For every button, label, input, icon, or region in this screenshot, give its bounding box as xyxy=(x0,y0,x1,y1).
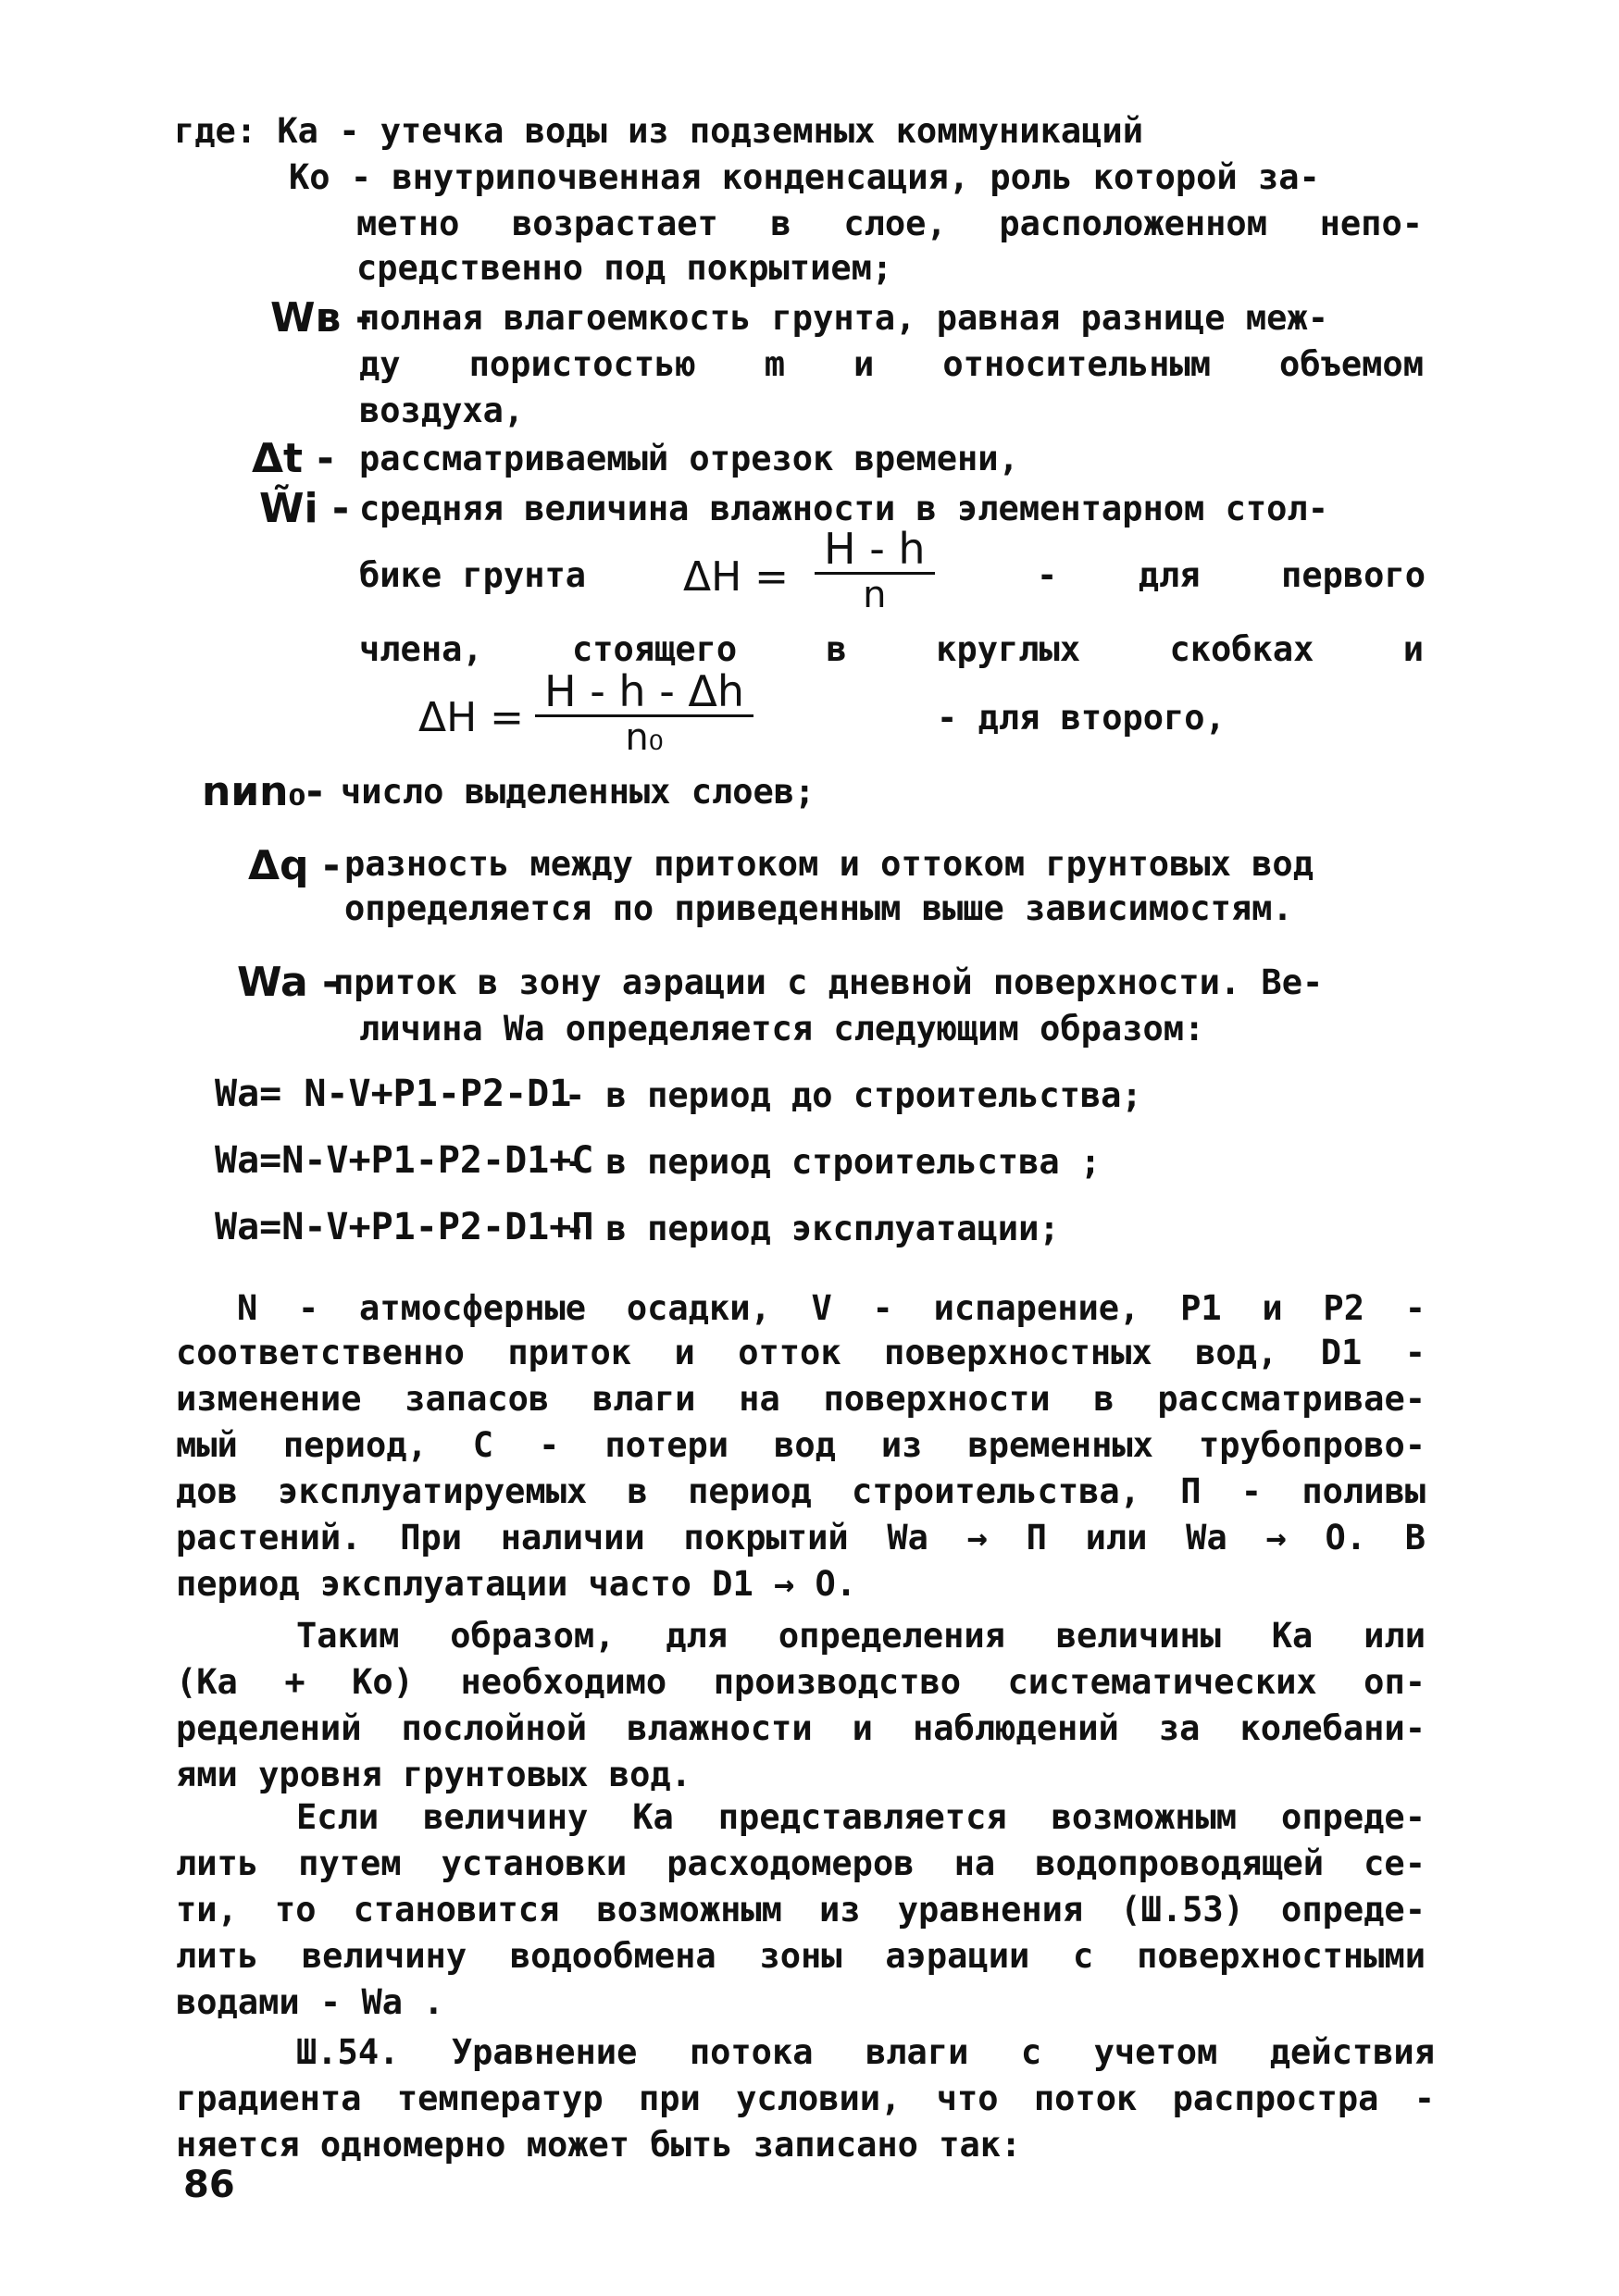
line-text: лить путем установки расходомеров на водопроводящей се- xyxy=(176,1843,1426,1883)
fraction-denominator: n xyxy=(863,574,887,616)
line-text: мый период, С - потери вод из временных трубопрово- xyxy=(176,1425,1426,1465)
line-text: градиента температур при условии, что поток распростра - xyxy=(176,2079,1435,2118)
line-text: период эксплуатации часто D1 → О. xyxy=(176,1564,857,1604)
line-text: N - атмосферные осадки, V - испарение, P1 и P2 - xyxy=(237,1288,1426,1328)
line-text: личина Wa определяется следующим образом: xyxy=(359,1009,1205,1049)
formula-before-construction: Wa= N-V+P1-P2-D1 xyxy=(215,1073,572,1115)
line-text: приток в зону аэрации с дневной поверхности. Ве- xyxy=(333,962,1324,1002)
line-ko: Ко - внутрипочвенная конденсация, роль которой за- xyxy=(289,157,1320,197)
line-text: средственно под покрытием; xyxy=(356,248,893,288)
line-text: - для второго, xyxy=(937,698,1226,738)
line-text: определяется по приведенным выше зависимостям. xyxy=(344,888,1293,928)
symbol-wb: Wв - xyxy=(270,294,372,341)
line-text: члена, стоящего в круглых скобках и xyxy=(359,629,1424,669)
line-text: средняя величина влажности в элементарном стол- xyxy=(359,489,1328,528)
symbol-wi: W̃i - xyxy=(259,485,350,532)
fraction-h-minus-h xyxy=(815,526,935,615)
formula-construction: Wa=N-V+P1-P2-D1+C xyxy=(215,1139,594,1182)
line-text: водами - Wa . xyxy=(176,1982,444,2022)
section-heading-line: Ш.54. Уравнение потока влаги с учетом действия xyxy=(296,2032,1435,2072)
line-text: воздуха, xyxy=(359,391,525,430)
symbol-n-n0: nиn₀- xyxy=(202,768,324,815)
symbol-delta-q: Δq - xyxy=(248,842,341,889)
line-text: ду пористостью m и относительным объемом xyxy=(359,344,1424,384)
line-ka: где: Ка - утечка воды из подземных коммуникаций xyxy=(174,111,1143,151)
symbol-delta-t: Δt - xyxy=(252,435,334,482)
line-text: - в период до строительства; xyxy=(565,1075,1142,1115)
line-text: полная влагоемкость грунта, равная разнице меж- xyxy=(359,298,1328,338)
line-text: - в период строительства ; xyxy=(565,1142,1102,1182)
line-text: няется одномерно может быть записано так: xyxy=(176,2125,1022,2165)
fraction-lhs: ΔH = xyxy=(683,553,790,601)
fraction-numerator: H - h - Δh xyxy=(535,668,753,717)
line-text: растений. При наличии покрытий Wa → П или Wa → О. В xyxy=(176,1518,1426,1558)
line-text: число выделенных слоев; xyxy=(341,772,816,812)
fraction-lhs: ΔH = xyxy=(418,694,525,741)
line-text: ями уровня грунтовых вод. xyxy=(176,1755,691,1794)
fraction-denominator: n₀ xyxy=(625,716,664,759)
line-text: лить величину водообмена зоны аэрации с поверхностными xyxy=(176,1936,1426,1976)
line-text: Таким образом, для определения величины Ка или xyxy=(296,1616,1426,1656)
fraction-numerator: H - h xyxy=(815,526,935,575)
fraction-delta-h xyxy=(535,668,753,758)
formula-operation: Wa=N-V+P1-P2-D1+П xyxy=(215,1206,594,1248)
line-text: - в период эксплуатации; xyxy=(565,1209,1060,1248)
line-text: метно возрастает в слое, расположенном непо- xyxy=(356,204,1423,243)
line-text: - для первого xyxy=(1037,555,1426,595)
line-text: бике грунта xyxy=(359,555,587,595)
line-text: ти, то становится возможным из уравнения (Ш.53) опреде- xyxy=(176,1890,1426,1930)
line-text: Если величину Ка представляется возможным опреде- xyxy=(296,1797,1426,1837)
page-number: 86 xyxy=(183,2164,235,2206)
line-text: соответственно приток и отток поверхностных вод, D1 - xyxy=(176,1333,1426,1372)
line-text: ределений послойной влажности и наблюдений за колебани- xyxy=(176,1708,1426,1748)
line-text: разность между притоком и оттоком грунтовых вод xyxy=(344,844,1314,884)
line-text: (Ка + Ко) необходимо производство систематических оп- xyxy=(176,1662,1426,1702)
symbol-wa: Wa - xyxy=(237,959,340,1006)
line-text: изменение запасов влаги на поверхности в рассматривае- xyxy=(176,1379,1426,1419)
line-text: рассматриваемый отрезок времени, xyxy=(359,439,1019,478)
line-text: дов эксплуатируемых в период строительства, П - поливы xyxy=(176,1471,1426,1511)
